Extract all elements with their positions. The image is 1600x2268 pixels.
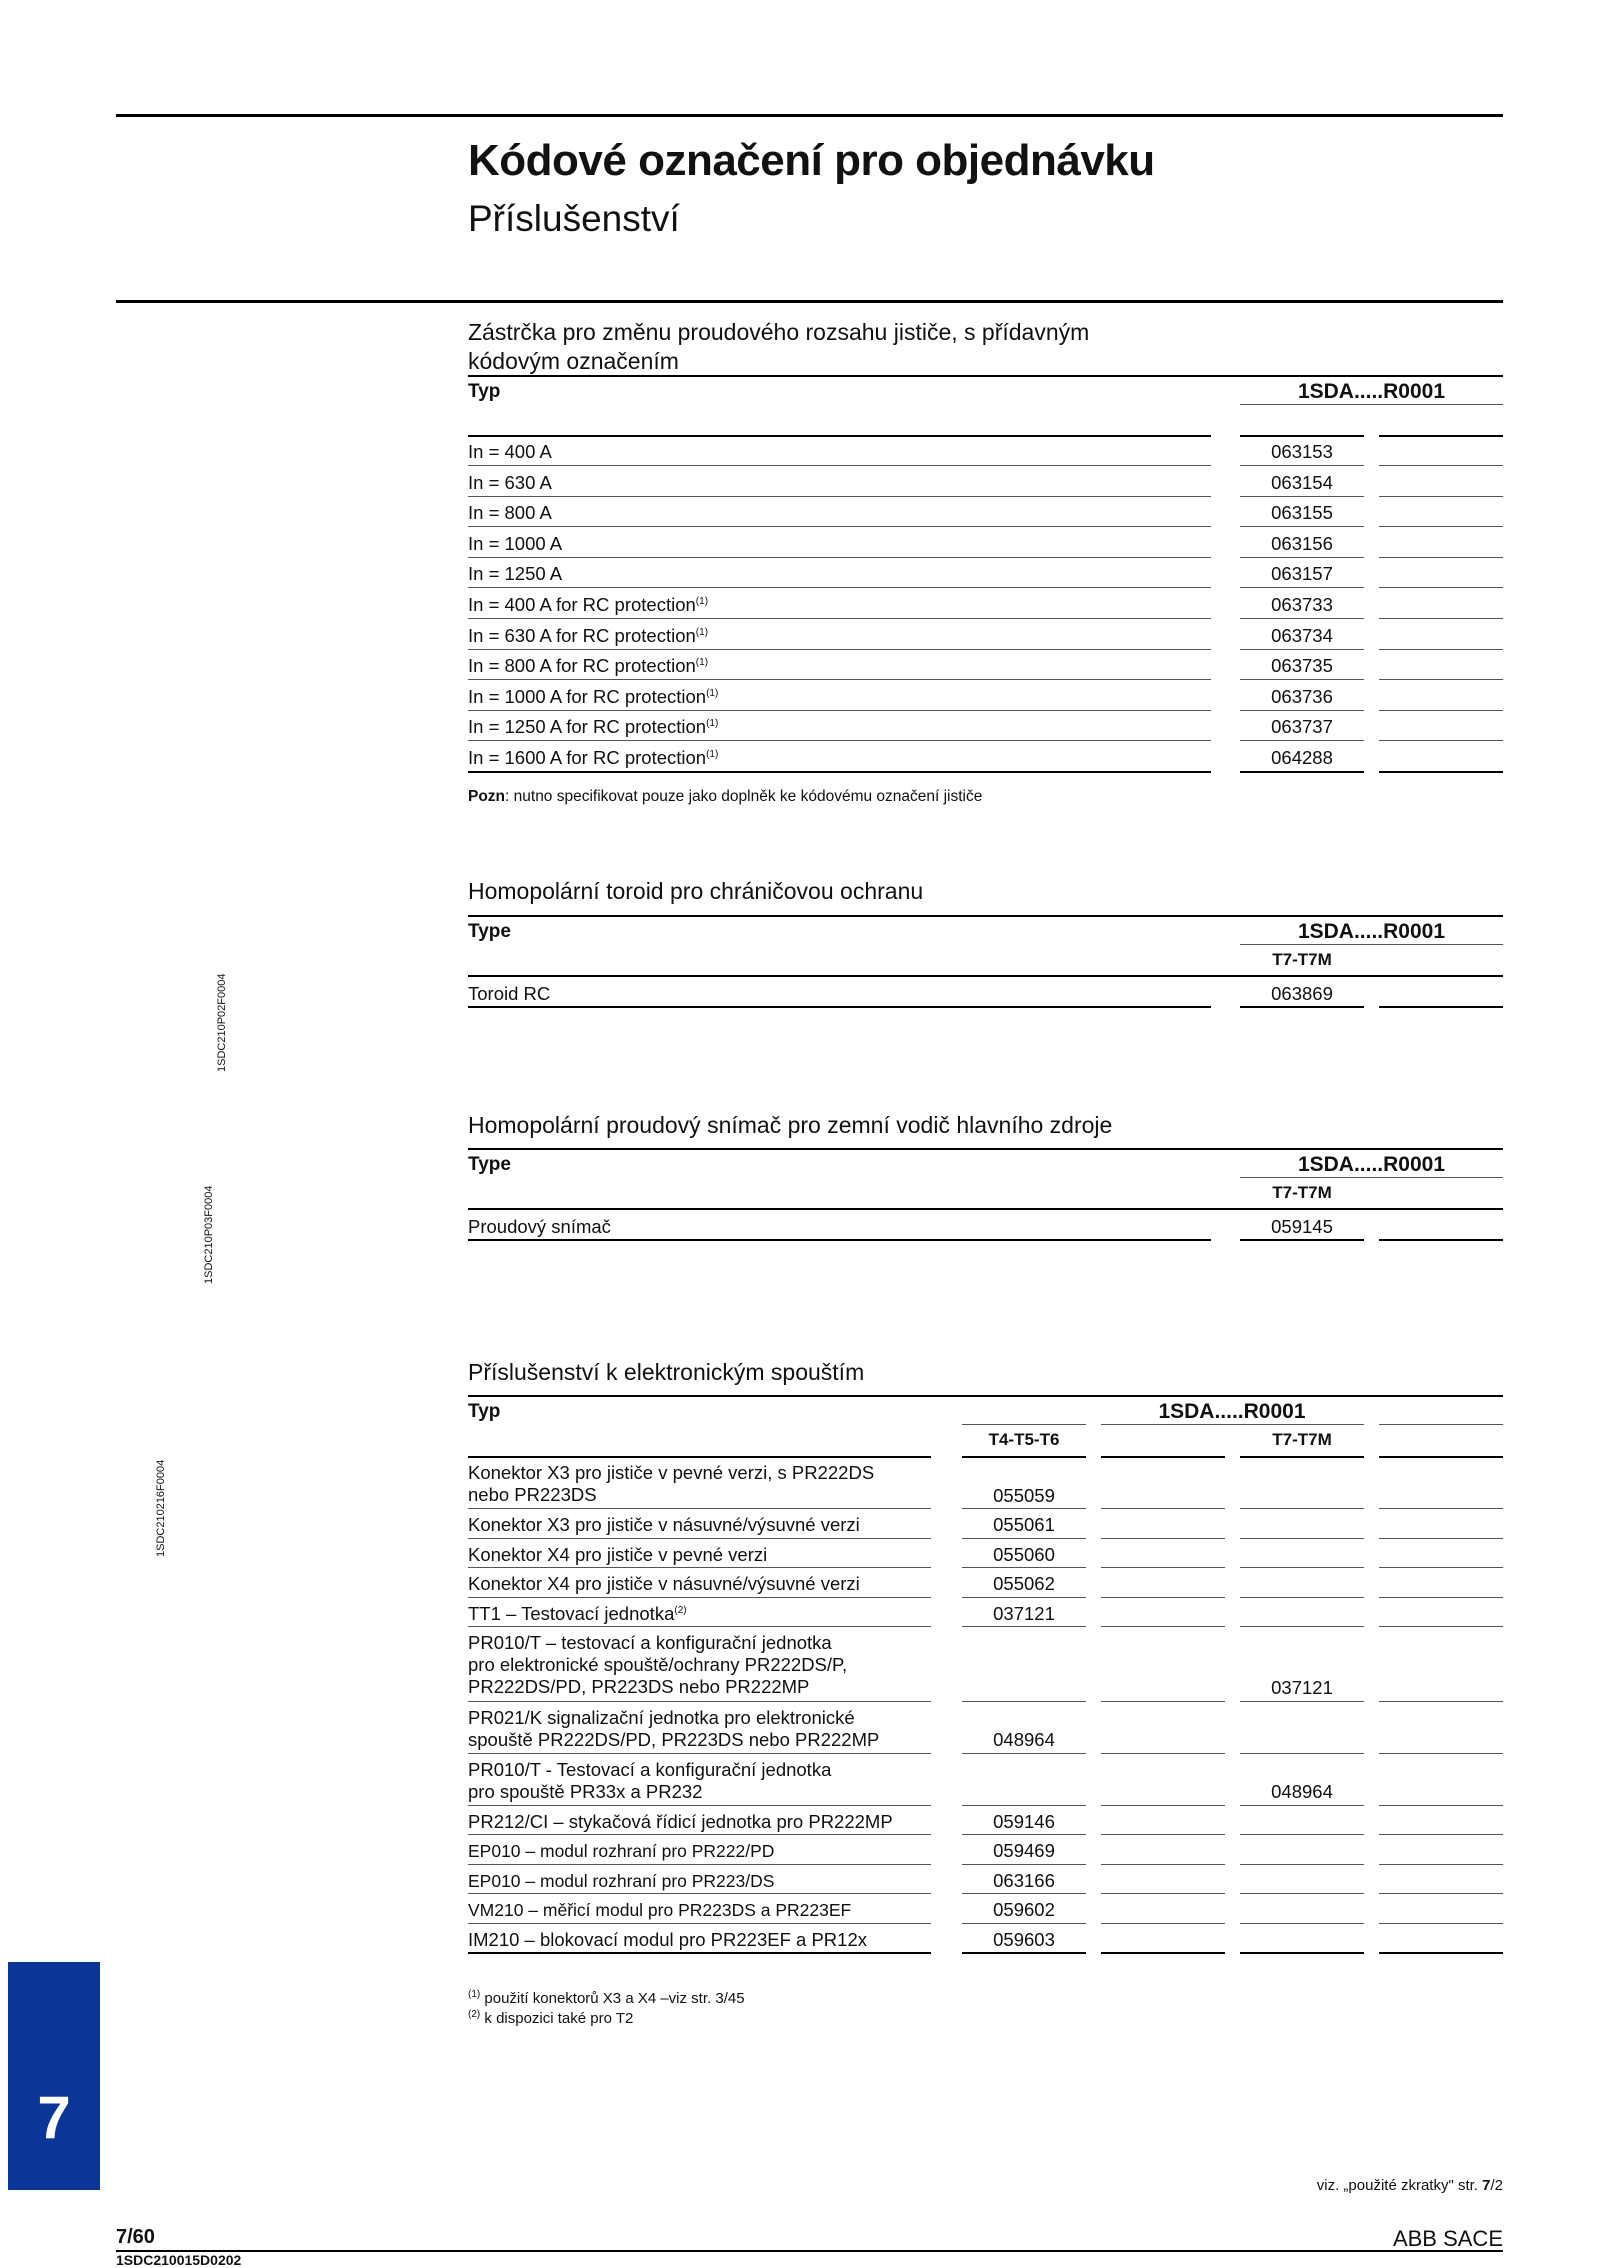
row-rule [468,557,1211,558]
row-rule [468,649,1211,650]
section4-row-label [468,1632,847,1698]
row-rule [1240,1567,1364,1568]
section3-end-rule-a [468,1239,1211,1241]
section1-row-footnote-marker: (1) [695,657,709,669]
section1-title [468,318,1089,376]
section2-col-code: 1SDA.....R0001 [1297,920,1446,943]
section4-footnote-1 [468,1990,745,2007]
section4-row-label [468,1707,879,1751]
section4-body-rule-b [962,1456,1086,1458]
row-rule [1101,1805,1225,1806]
section1-row-text: In = 400 A [468,441,552,462]
section2-end-rule-b [1240,1006,1364,1008]
section4-body-rule-c [1101,1456,1225,1458]
section1-title-line2: kódovým označením [468,348,679,374]
row-rule [1379,1567,1503,1568]
row-rule [1379,1923,1503,1924]
row-rule [1379,1805,1503,1806]
section4-col-sub2: T7-T7M [1272,1430,1332,1449]
footer-ref-text: viz. „použité zkratky" str. [1316,2177,1483,2194]
row-rule [468,618,1211,619]
section1-row-code: 063157 [1271,563,1333,585]
row-rule [1240,587,1364,588]
row-rule [1240,1626,1364,1627]
section1-col-code: 1SDA.....R0001 [1297,380,1446,403]
footnote-2-text: k dispozici také pro T2 [480,2010,634,2027]
row-rule [1240,496,1364,497]
section1-header-rule [468,375,1503,377]
section4-row-label [468,1929,867,1951]
section4-row-code-t4: 059603 [993,1928,1055,1950]
row-rule [1101,1952,1225,1954]
row-rule [1240,649,1364,650]
page-subtitle: Příslušenství [468,198,680,239]
row-rule [1101,1893,1225,1894]
row-rule [468,496,1211,497]
section2-sub-rule [468,975,1503,977]
row-rule [468,710,1211,711]
section4-title: Příslušenství k elektronickým spouštím [468,1359,865,1385]
section4-row-code-t4: 063166 [993,1869,1055,1891]
section1-row-label [468,533,562,555]
section4-row-line: Konektor X4 pro jističe v násuvné/výsuvné verzi [468,1573,860,1594]
section2-row-code: 063869 [1271,983,1333,1004]
section4-col-sub1: T4-T5-T6 [988,1430,1060,1449]
row-rule [1101,1538,1225,1539]
section1-row-text: In = 630 A [468,471,552,493]
row-rule [962,1893,1086,1894]
footnote-1-marker: (1) [468,1989,481,2000]
section1-row-code: 063736 [1271,685,1333,707]
section1-row-code: 064288 [1271,747,1333,768]
section4-row-code-t7: 048964 [1271,1781,1333,1802]
section1-row-label [468,594,708,616]
section1-row-text: In = 800 A for RC protection [468,655,696,677]
row-rule [1101,1864,1225,1865]
section1-row-text: In = 1250 A for RC protection [468,716,707,738]
section4-col-type: Typ [468,1401,501,1422]
section1-row-text: In = 1000 A [468,532,563,554]
section2-row-label: Toroid RC [468,983,551,1004]
row-rule [468,1567,931,1568]
section4-row-line: pro elektronické spouště/ochrany PR222DS/P, [468,1654,848,1675]
section4-row-line: Konektor X3 pro jističe v pevné verzi, s PR222DS [468,1462,875,1483]
section4-row-label [468,1870,774,1892]
section4-row-label [468,1759,831,1803]
section1-row-label [468,716,718,738]
section2-end-rule-c [1379,1006,1503,1008]
section1-row-label [468,441,552,463]
section3-row-code: 059145 [1271,1216,1333,1237]
brand-name: ABB SACE [1392,2226,1503,2251]
section4-row-line: nebo PR223DS [468,1484,597,1505]
row-rule [962,1864,1086,1865]
row-rule [1379,771,1503,773]
section1-row-label [468,686,718,708]
section1-row-footnote-marker: (1) [706,687,719,699]
section4-row-line: spouště PR222DS/PD, PR223DS nebo PR222MP [468,1728,880,1750]
section1-row-code: 063734 [1271,624,1333,646]
section4-row-code-t4: 055059 [993,1484,1055,1506]
row-rule [962,1626,1086,1627]
section4-row-line: EP010 – modul rozhraní pro PR223/DS [468,1870,775,1891]
section1-row-code: 063155 [1271,502,1333,524]
row-rule [1379,1597,1503,1598]
row-rule [1379,1701,1503,1702]
section4-col-code: 1SDA.....R0001 [1158,1400,1306,1423]
section2-header-rule [468,915,1503,917]
section4-header-rule [468,1395,1503,1397]
page-title: Kódové označení pro objednávku [468,136,1155,185]
section1-note-text: : nutno specifikovat pouze jako doplněk ke kódovému označení jističe [505,788,983,805]
section1-note-bold: Pozn [468,788,506,805]
section3-end-rule-c [1379,1239,1503,1241]
row-rule [1379,1864,1503,1865]
section4-row-line: PR212/CI – stykačová řídicí jednotka pro PR222MP [468,1810,893,1832]
row-rule [468,1834,931,1835]
section4-row-line: pro spouště PR33x a PR232 [468,1780,703,1802]
section4-footnote-2 [468,2010,633,2027]
section4-row-line: PR222DS/PD, PR223DS nebo PR222MP [468,1676,810,1697]
footer-ref-tail: /2 [1490,2177,1503,2194]
row-rule [1379,649,1503,650]
row-rule [1379,557,1503,558]
section1-body-rule-b [1240,435,1364,437]
row-rule [468,1597,931,1598]
row-rule [962,1538,1086,1539]
row-rule [1240,1923,1364,1924]
row-rule [468,1701,931,1702]
row-rule [468,679,1211,680]
section4-row-code-t4: 059146 [993,1810,1055,1832]
chapter-tab [8,1962,100,2190]
section2-end-rule-a [468,1006,1211,1008]
row-rule [1379,740,1503,741]
row-rule [1379,1952,1503,1954]
row-rule [962,1805,1086,1806]
row-rule [1240,1597,1364,1598]
section1-note [468,788,982,806]
section4-row-text: TT1 – Testovací jednotka [468,1602,675,1624]
section1-row-footnote-marker: (1) [706,748,719,760]
section1-row-code: 063733 [1271,594,1333,615]
row-rule [1240,618,1364,619]
section4-row-code-t4: 055060 [993,1543,1055,1565]
section1-body-rule-c [1379,435,1503,437]
row-rule [468,1508,931,1509]
section4-body-rule-e [1379,1456,1503,1458]
document-id: 1SDC210015D0202 [116,2252,242,2268]
section1-row-text: In = 800 A [468,502,552,524]
section4-row-label [468,1462,874,1506]
row-rule [1240,1701,1364,1702]
row-rule [1101,1567,1225,1568]
row-rule [1240,1805,1364,1806]
row-rule [1379,1508,1503,1509]
top-rule [116,114,1503,117]
row-rule [1240,771,1364,773]
section1-row-code: 063737 [1271,716,1333,738]
section4-row-code-t4: 059469 [993,1840,1055,1861]
section3-side-code: 1SDC210P03F0004 [203,1185,215,1284]
section4-row-code-t4: 037121 [993,1602,1055,1624]
section4-row-line: PR010/T – testovací a konfigurační jednotka [468,1632,832,1653]
row-rule [468,1923,931,1924]
row-rule [1240,679,1364,680]
section4-row-code-t7: 037121 [1271,1677,1333,1698]
row-rule [468,526,1211,527]
row-rule [468,465,1211,466]
section4-row-label [468,1573,860,1595]
row-rule [1240,1864,1364,1865]
row-rule [468,1538,931,1539]
chapter-tab-number: 7 [37,2084,71,2151]
section1-body-rule-a [468,435,1211,437]
section4-row-line: Konektor X3 pro jističe v násuvné/výsuvné verzi [468,1514,860,1535]
row-rule [1240,1538,1364,1539]
row-rule [1379,1626,1503,1627]
row-rule [1101,1923,1225,1924]
row-rule [1240,1508,1364,1509]
footnote-2-marker: (2) [468,2009,481,2020]
section1-row-label [468,655,708,677]
row-rule [1379,1834,1503,1835]
row-rule [1240,1893,1364,1894]
row-rule [962,1952,1086,1954]
section4-row-label [468,1811,893,1833]
row-rule [1379,710,1503,711]
section4-row-line: PR021/K signalizační jednotka pro elektronické [468,1706,855,1728]
section4-sub-underline-1 [962,1424,1086,1425]
row-rule [962,1597,1086,1598]
row-rule [962,1567,1086,1568]
row-rule [1240,465,1364,466]
section1-row-footnote-marker: (1) [706,718,719,730]
row-rule [1379,1753,1503,1754]
row-rule [468,587,1211,588]
section4-body-rule-d [1240,1456,1364,1458]
section3-sub-rule [468,1208,1503,1210]
section3-col-sub: T7-T7M [1272,1183,1332,1202]
section4-row-label [468,1899,851,1921]
section4-row-line: IM210 – blokovací modul pro PR223EF a PR12x [468,1928,867,1950]
section1-row-text: In = 400 A for RC protection [468,594,696,615]
section4-row-line: PR010/T - Testovací a konfigurační jednotka [468,1758,832,1780]
section2-col-type: Type [468,921,511,942]
section4-row-line: VM210 – měřicí modul pro PR223DS a PR223EF [468,1900,852,1920]
section1-row-label [468,472,552,494]
footnote-1-text: použití konektorů X3 a X4 –viz str. 3/45 [480,1990,745,2007]
section1-code-underline [1240,404,1503,405]
section2-side-code: 1SDC210P02F0004 [216,973,228,1072]
section4-side-code: 1SDC210216F0004 [155,1459,167,1557]
row-rule [1379,496,1503,497]
section3-title: Homopolární proudový snímač pro zemní vodič hlavního zdroje [468,1112,1113,1138]
section1-row-text: In = 1000 A for RC protection [468,685,707,707]
section1-row-text: In = 1250 A [468,563,563,585]
row-rule [962,1923,1086,1924]
section4-row-label [468,1840,774,1862]
row-rule [1240,710,1364,711]
section2-code-underline [1240,944,1503,945]
row-rule [1101,1626,1225,1627]
footer-reference [1317,2177,1503,2194]
row-rule [1240,1834,1364,1835]
row-rule [1240,557,1364,558]
row-rule [1379,526,1503,527]
section4-row-line: EP010 – modul rozhraní pro PR222/PD [468,1841,775,1861]
section4-row-code-t4: 059602 [993,1899,1055,1920]
row-rule [962,1834,1086,1835]
row-rule [962,1753,1086,1754]
row-rule [1379,465,1503,466]
row-rule [468,1952,931,1954]
row-rule [468,1864,931,1865]
section4-row-line: Konektor X4 pro jističe v pevné verzi [468,1543,768,1565]
section4-row-code-t4: 055061 [993,1514,1055,1535]
row-rule [468,1805,931,1806]
section1-row-code: 063153 [1271,441,1333,462]
row-rule [1240,1952,1364,1954]
section4-row-label [468,1603,687,1625]
section3-row-label: Proudový snímač [468,1216,611,1237]
row-rule [962,1508,1086,1509]
header-bottom-rule [116,300,1503,303]
section1-col-type: Typ [468,381,501,402]
section4-row-line [468,1603,687,1625]
section4-sub-underline-2 [1101,1424,1364,1425]
row-rule [1240,740,1364,741]
section1-row-footnote-marker: (1) [695,595,709,607]
row-rule [468,1893,931,1894]
section1-row-label [468,747,718,769]
section1-title-line1: Zástrčka pro změnu proudového rozsahu jističe, s přídavným [468,319,1090,345]
row-rule [1101,1701,1225,1702]
footer-ref-bold: 7 [1482,2177,1491,2194]
section2-title: Homopolární toroid pro chráničovou ochranu [468,878,924,904]
section1-row-label [468,563,562,585]
row-rule [1379,1538,1503,1539]
section3-col-code: 1SDA.....R0001 [1297,1153,1446,1176]
section2-col-sub: T7-T7M [1272,950,1332,969]
section3-end-rule-b [1240,1239,1364,1241]
section4-sub-underline-3 [1379,1424,1503,1425]
row-rule [1379,618,1503,619]
page-number: 7/60 [116,2226,155,2248]
section1-row-text: In = 630 A for RC protection [468,624,696,646]
section4-row-label [468,1544,767,1566]
section1-row-label [468,502,552,524]
footer-rule [116,2250,1503,2252]
section3-col-type: Type [468,1154,511,1175]
section1-row-code: 063735 [1271,655,1333,677]
section4-row-label [468,1514,860,1536]
section4-row-code-t4: 048964 [993,1729,1055,1750]
row-rule [468,740,1211,741]
row-rule [1379,679,1503,680]
row-rule [468,1626,931,1627]
row-rule [962,1701,1086,1702]
row-rule [1379,587,1503,588]
section1-row-text: In = 1600 A for RC protection [468,747,707,768]
row-rule [468,1753,931,1754]
section1-row-label [468,625,708,647]
row-rule [1101,1508,1225,1509]
section3-code-underline [1240,1177,1503,1178]
row-rule [1240,1753,1364,1754]
row-rule [1101,1753,1225,1754]
section4-row-footnote-marker: (2) [674,1604,687,1616]
row-rule [1101,1834,1225,1835]
row-rule [1240,526,1364,527]
section1-row-code: 063154 [1271,471,1333,493]
section1-row-code: 063156 [1271,532,1333,554]
row-rule [1379,1893,1503,1894]
section3-header-rule [468,1148,1503,1150]
row-rule [468,771,1211,773]
section1-row-footnote-marker: (1) [695,626,709,638]
row-rule [1101,1597,1225,1598]
section4-row-code-t4: 055062 [993,1573,1055,1594]
section4-body-rule-a [468,1456,931,1458]
